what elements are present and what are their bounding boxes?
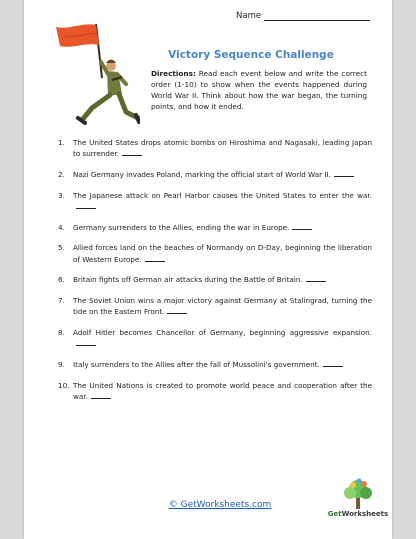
question-number: 5. (58, 243, 65, 253)
question-text: The United Nations is created to promote world peace and cooperation after the war. (73, 380, 372, 401)
name-field (236, 11, 370, 21)
question-number: 4. (58, 222, 65, 232)
question-item (58, 380, 372, 403)
answer-blank[interactable] (334, 170, 354, 177)
question-text: Nazi Germany invades Poland, marking the official start of World War II. (73, 169, 331, 179)
answer-blank[interactable] (167, 307, 187, 314)
name-label: Name (236, 11, 262, 21)
question-number: 6. (58, 275, 65, 285)
answer-blank[interactable] (76, 339, 96, 346)
question-text: The Japanese attack on Pearl Harbor causes the United States to enter the war. (73, 190, 372, 200)
getworksheets-link[interactable]: © GetWorksheets.com (168, 500, 272, 510)
answer-blank[interactable] (145, 255, 165, 262)
question-number: 1. (58, 138, 65, 147)
question-item (58, 274, 372, 285)
question-item (58, 222, 372, 233)
question-item (58, 327, 372, 350)
question-number: 8. (58, 328, 65, 337)
answer-blank[interactable] (292, 223, 312, 230)
worksheet-title: Victory Sequence Challenge (168, 49, 334, 61)
logo-text-worksheets: Worksheets (341, 510, 389, 518)
answer-blank[interactable] (91, 392, 111, 399)
name-line (264, 11, 370, 21)
soldier-flag-illustration (52, 22, 140, 130)
question-text: Germany surrenders to the Allies, ending the war in Europe. (73, 222, 290, 232)
answer-blank[interactable] (323, 360, 343, 367)
question-number: 9. (58, 359, 65, 369)
question-item (58, 169, 372, 180)
question-list (58, 137, 372, 412)
logo-text-get: Get (327, 510, 342, 518)
question-text: The Soviet Union wins a major victory against Germany at Stalingrad, turning the tide on the Eastern Front. (73, 296, 372, 317)
directions-text: Read each event below and write the correct order (1-10) to show when the events happened during World War II. Think about how the war began, the turning points, and how it ended. (151, 69, 367, 111)
question-item (58, 295, 372, 318)
answer-blank[interactable] (76, 202, 96, 209)
question-text: Britain fights off German air attacks during the Battle of Britain. (73, 275, 303, 285)
question-text: The United States drops atomic bombs on Hiroshima and Nagasaki, leading Japan to surrender. (73, 138, 372, 159)
tree-icon (326, 477, 390, 511)
answer-blank[interactable] (306, 275, 326, 282)
question-text: Adolf Hitler becomes Chancellor of Germany, beginning aggressive expansion. (73, 328, 372, 337)
question-number: 10. (58, 380, 70, 390)
directions-label: Directions: (151, 69, 196, 78)
question-number: 3. (58, 190, 65, 200)
question-item (58, 359, 372, 370)
question-item (58, 242, 372, 265)
question-item (58, 137, 372, 160)
question-number: 2. (58, 169, 65, 179)
logo-text (326, 510, 390, 518)
directions-block (151, 68, 367, 112)
question-item (58, 190, 372, 213)
question-text: Italy surrenders to the Allies after the fall of Mussolini's government. (73, 359, 320, 369)
question-text: Allied forces land on the beaches of Normandy on D-Day, beginning the liberation of Western Europe. (73, 243, 372, 264)
answer-blank[interactable] (122, 149, 142, 156)
worksheet-page (24, 0, 392, 539)
question-number: 7. (58, 296, 65, 306)
getworksheets-logo (326, 477, 390, 527)
